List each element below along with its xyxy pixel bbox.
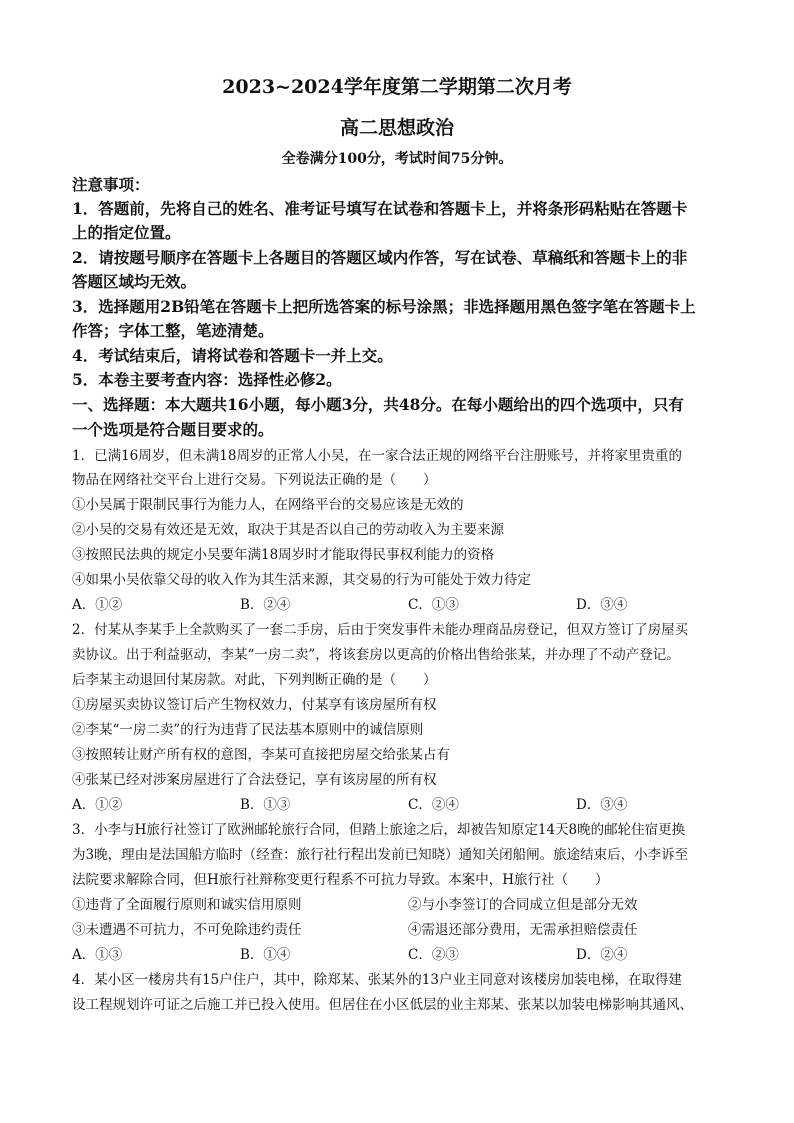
option-d: D．②④ <box>576 947 628 963</box>
option-d: D．③④ <box>576 597 628 613</box>
exam-title: 2023~2024学年度第二学期第二次月考 <box>222 76 572 98</box>
statement: ②李某“一房二卖”的行为违背了民法基本原则中的诚信原则 <box>72 722 424 738</box>
note-line: 4．考试结束后，请将试卷和答题卡一并上交。 <box>72 346 393 365</box>
option-a: A．①② <box>72 597 123 613</box>
statement: ④张某已经对涉案房屋进行了合法登记，享有该房屋的所有权 <box>72 772 437 788</box>
section-line: 一、选择题：本大题共16小题，每小题3分，共48分。在每小题给出的四个选项中，只有 <box>72 395 684 414</box>
question-stem: 卖协议。出于利益驱动，李某“一房二卖”，将该套房以更高的价格出售给张某，并办理了不动产登记。 <box>72 647 680 663</box>
option-c: C．①③ <box>408 597 459 613</box>
statement: ①房屋买卖协议签订后产生物权效力，付某享有该房屋所有权 <box>72 697 437 713</box>
option-b: B．①④ <box>240 947 291 963</box>
note-line: 上的指定位置。 <box>72 223 181 242</box>
statement: ②与小李签订的合同成立但是部分无效 <box>408 897 638 913</box>
note-line: 3．选择题用2B铅笔在答题卡上把所选答案的标号涂黑；非选择题用黑色签字笔在答题卡上 <box>72 297 696 316</box>
note-line: 5．本卷主要考查内容：选择性必修2。 <box>72 370 342 389</box>
question-stem: 1．已满16周岁，但未满18周岁的正常人小吴，在一家合法正规的网络平台注册账号，并将家里贵重的 <box>72 448 682 464</box>
statement: ③未遭遇不可抗力，不可免除违约责任 <box>72 922 302 938</box>
question-stem: 为3晚，理由是法国船方临时（经查：旅行社行程出发前已知晓）通知关闭船闸。旅途结束后，小李诉至 <box>72 847 689 863</box>
question-stem: 4．某小区一楼房共有15户住户，其中，除郑某、张某外的13户业主同意对该楼房加装电梯，在取得建 <box>72 972 682 988</box>
note-line: 2．请按题号顺序在答题卡上各题目的答题区域内作答，写在试卷、草稿纸和答题卡上的非 <box>72 248 688 267</box>
statement: ③按照转让财产所有权的意图，李某可直接把房屋交给张某占有 <box>72 747 450 763</box>
notes-heading: 注意事项： <box>72 175 150 194</box>
section-line: 一个选项是符合题目要求的。 <box>72 420 274 439</box>
option-a: A．①② <box>72 797 123 813</box>
statement: ①小吴属于限制民事行为能力人，在网络平台的交易应该是无效的 <box>72 497 464 513</box>
statement: ④需退还部分费用，无需承担赔偿责任 <box>408 922 638 938</box>
statement: ②小吴的交易有效还是无效，取决于其是否以自己的劳动收入为主要来源 <box>72 522 504 538</box>
statement: ③按照民法典的规定小吴要年满18周岁时才能取得民事权利能力的资格 <box>72 547 495 563</box>
statement: ①违背了全面履行原则和诚实信用原则 <box>72 897 302 913</box>
option-b: B．②④ <box>240 597 291 613</box>
option-c: C．②③ <box>408 947 459 963</box>
note-line: 作答；字体工整，笔迹清楚。 <box>72 321 274 340</box>
question-stem: 3．小李与H旅行社签订了欧洲邮轮旅行合同，但踏上旅途之后，却被告知原定14天8晚的邮轮住宿更换 <box>72 822 686 838</box>
note-line: 1．答题前，先将自己的姓名、准考证号填写在试卷和答题卡上，并将条形码粘贴在答题卡 <box>72 199 688 218</box>
question-stem: 物品在网络社交平台上进行交易。下列说法正确的是（ ） <box>72 472 437 488</box>
note-line: 答题区域均无效。 <box>72 272 197 291</box>
question-stem: 2．付某从李某手上全款购买了一套二手房，后由于突发事件未能办理商品房登记，但双方签订了房屋买 <box>72 622 689 638</box>
option-c: C．②④ <box>408 797 459 813</box>
question-stem: 后李某主动退回付某房款。对此，下列判断正确的是（ ） <box>72 672 437 688</box>
statement: ④如果小吴依靠父母的收入作为其生活来源，其交易的行为可能处于效力待定 <box>72 572 531 588</box>
option-a: A．①③ <box>72 947 123 963</box>
exam-subtitle: 全卷满分100分，考试时间75分钟。 <box>281 151 513 167</box>
option-d: D．③④ <box>576 797 628 813</box>
question-stem: 设工程规划许可证之后施工并已投入使用。但居住在小区低层的业主郑某、张某以加装电梯影响其通风、 <box>72 997 693 1013</box>
option-b: B．①③ <box>240 797 291 813</box>
question-stem: 法院要求解除合同，但H旅行社辩称变更行程系不可抗力导致。本案中，H旅行社（ ） <box>72 872 609 888</box>
subject-title: 高二思想政治 <box>339 117 454 139</box>
